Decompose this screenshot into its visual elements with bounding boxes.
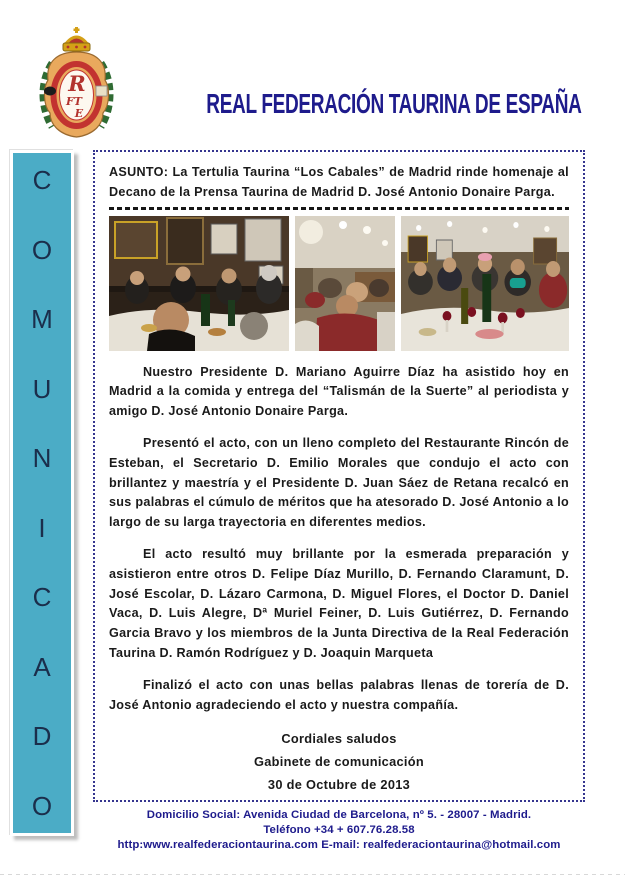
asunto-paragraph: ASUNTO: La Tertulia Taurina “Los Cabales” de Madrid rinde homenaje al Decano de la Prensa Taurina de Madrid D. José Antonio Donaire Parga. xyxy=(109,165,569,199)
header xyxy=(118,88,620,120)
paragraph-presento: Presentó el acto, con un lleno completo del Restaurante Rincón de Esteban, el Secretario D. Emilio Morales que condujo el acto con brillantez y maestría y el Presidente D. Juan Sáez de Retana recalcó en sus palabras el cúmulo de méritos que ha atesorado D. José Antonio a lo largo de su larga trayectoria en diferentes medios. xyxy=(109,435,569,530)
paragraph-finalizo: Finalizó el acto con unas bellas palabras llenas de torería de D. José Antonio agradeciendo el acto y nuestra compañía. xyxy=(109,677,569,712)
closing-block xyxy=(109,727,569,796)
notice-body-box xyxy=(93,150,585,802)
photo-dinner-table-left xyxy=(109,216,289,351)
footer-address: Domicilio Social: Avenida Ciudad de Barcelona, nº 5. - 28007 - Madrid. xyxy=(146,809,532,821)
banner-letter: M xyxy=(31,304,53,335)
page-title: REAL FEDERACIÓN TAURINA DE ESPAÑA xyxy=(206,88,582,119)
footer-phone: Teléfono +34 + 607.76.28.58 xyxy=(263,824,415,836)
svg-text:E: E xyxy=(74,107,84,120)
banner-letter: C xyxy=(32,582,52,613)
crest-icon xyxy=(37,27,116,141)
photo-row xyxy=(109,216,569,351)
banner-letter: C xyxy=(32,165,52,195)
banner-letter: N xyxy=(32,443,52,474)
paragraph-presidente: Nuestro Presidente D. Mariano Aguirre Díaz ha asistido hoy en Madrid a la comida y entrega del “Talismán de la Suerte” al periodista y amigo D. José Antonio Donaire Parga. xyxy=(109,364,569,419)
closing-saludos: Cordiales saludos xyxy=(281,731,397,747)
page-bottom-divider xyxy=(0,874,625,875)
dashed-separator xyxy=(109,207,569,210)
banner-letter: D xyxy=(32,721,52,752)
footer-web-email: http:www.realfederaciontaurina.com E-mail: realfederaciontaurina@hotmail.com xyxy=(117,839,561,851)
paragraph-asistentes: El acto resultó muy brillante por la esmerada preparación y asistieron entre otros D. Felipe Díaz Murillo, D. Fernando Claramunt, D. José Escolar, D. Lázaro Carmona, D. Miguel Flores, el Doctor D. Daniel Vaca, D. Luis Alegre, Dª Muriel Feiner, D. Luis Gutiérrez, D. Fernando Garcia Bravo y los miembros de la Junta Directiva de la Real Federación Taurina D. Ramón Rodríguez y D. Joaquin Marqueta xyxy=(109,546,569,660)
photo-dinner-table-right xyxy=(401,216,569,351)
photo-restaurant-room-middle xyxy=(295,216,395,351)
banner-letter: O xyxy=(31,234,53,265)
footer xyxy=(93,808,585,853)
comunicado-vertical-banner xyxy=(10,150,74,836)
banner-letter: U xyxy=(32,373,52,404)
banner-letter: A xyxy=(33,651,51,682)
rfte-crest-logo xyxy=(37,27,116,141)
closing-fecha: 30 de Octubre de 2013 xyxy=(267,777,411,793)
svg-text:FT: FT xyxy=(66,95,82,108)
closing-gabinete: Gabinete de comunicación xyxy=(253,754,425,770)
banner-letter: O xyxy=(31,790,53,821)
svg-text:R: R xyxy=(68,71,86,96)
banner-letter: I xyxy=(38,512,46,543)
